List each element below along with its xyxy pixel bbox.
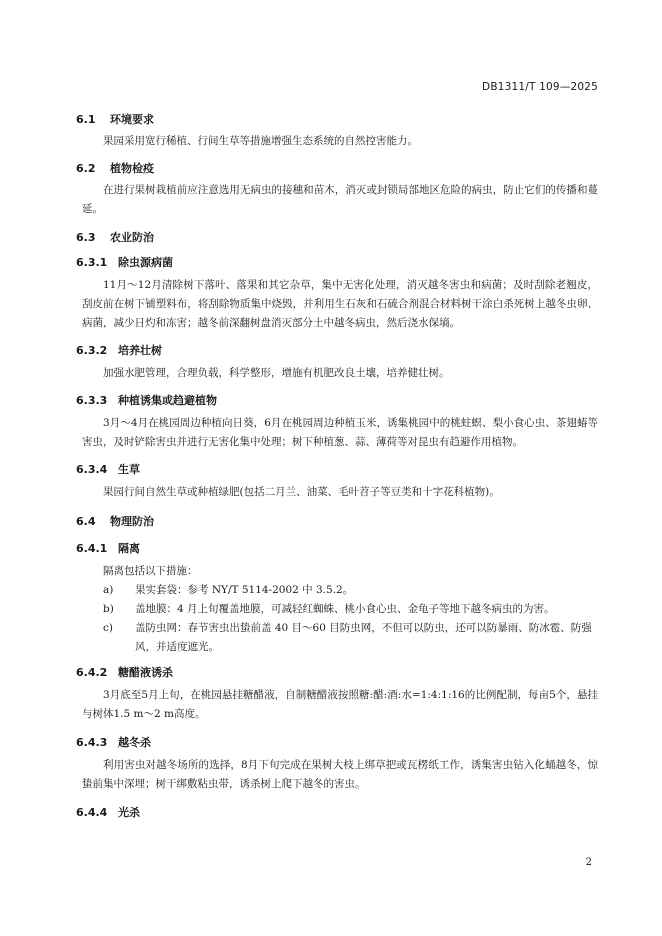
- section-title: 糖醋液诱杀: [118, 666, 173, 679]
- section-number: 6.4: [76, 515, 96, 528]
- list-item-c: [103, 619, 598, 657]
- paragraph-6-4-3: 利用害虫对越冬场所的选择，8月下旬完成在果树大枝上绑草把或瓦楞纸工作，诱集害虫钻入化蛹越冬，惊蛰前集中深埋；树干绑敷粘虫带，诱杀树上爬下越冬的害虫。: [82, 759, 598, 790]
- section-title: 培养壮树: [118, 344, 162, 357]
- section-heading-6-4-4: [76, 804, 140, 820]
- section-heading-6-3-2: [76, 342, 162, 358]
- section-number: 6.3.3: [76, 394, 108, 407]
- section-heading-6-3-1: [76, 254, 173, 270]
- paragraph-6-3-3: 3月～4月在桃园周边种植向日葵，6月在桃园周边种植玉米，诱集桃园中的桃蛀螟、梨小食心虫、茶翅蝽等害虫，及时铲除害虫并进行无害化集中处理；树下种植葱、蒜、薄荷等对昆虫有趋避作用植物。: [82, 417, 598, 448]
- list-marker: a): [103, 584, 114, 596]
- paragraph-6-3-2: 加强水肥管理，合理负载，科学整形，增施有机肥改良土壤，培养健壮树。: [103, 367, 450, 379]
- section-title: 隔离: [118, 542, 140, 555]
- paragraph-6-4-1: 隔离包括以下措施：: [103, 565, 198, 577]
- section-number: 6.3: [76, 231, 96, 244]
- section-title: 环境要求: [110, 113, 154, 126]
- section-number: 6.4.3: [76, 736, 108, 749]
- paragraph-6-4-2: 3月底至5月上旬，在桃园悬挂糖醋液，自制糖醋液按照糖:醋:酒:水=1:4:1:16的比例配制，每亩5个，悬挂与树体1.5 m～2 m高度。: [82, 689, 598, 720]
- paragraph-6-3-4: 果园行间自然生草或种植绿肥(包括二月兰、油菜、毛叶苕子等豆类和十字花科植物)。: [103, 486, 500, 498]
- paragraph-6-3-1: 11月～12月清除树下落叶、落果和其它杂草，集中无害化处理，消灭越冬害虫和病菌；及时刮除老翘皮，刮皮前在树下铺塑料布，将刮除物质集中烧毁，并利用生石灰和石硫合剂混合材料树干涂白杀死树上越冬虫卵、病菌，减少日灼和冻害；越冬前深翻树盘消灭部分土中越冬病虫，然后浇水保墒。: [82, 279, 598, 329]
- list-item-text: 盖防虫网：春节害虫出蛰前盖 40 目～60 目防虫网，不但可以防虫，还可以防暴雨、防冰雹、防强风，并适度遮光。: [135, 622, 592, 653]
- page-number: 2: [585, 857, 592, 868]
- section-title: 越冬杀: [118, 736, 151, 749]
- list-marker: c): [103, 622, 113, 634]
- section-heading-6-4-1: [76, 540, 140, 556]
- section-title: 除虫源病菌: [118, 256, 173, 269]
- section-number: 6.2: [76, 162, 96, 175]
- section-heading-6-3-3: [76, 392, 217, 408]
- section-heading-6-3: [76, 229, 154, 245]
- list-item-a: [103, 581, 598, 600]
- section-heading-6-2: [76, 160, 154, 176]
- paragraph-6-2: 在进行果树栽植前应注意选用无病虫的接穗和苗木，消灭或封锁局部地区危险的病虫，防止它们的传播和蔓延。: [82, 184, 598, 215]
- list-marker: b): [103, 603, 114, 615]
- section-number: 6.4.4: [76, 806, 108, 819]
- section-title: 植物检疫: [110, 162, 154, 175]
- list-item-text: 盖地膜：4 月上旬覆盖地膜，可减轻红蜘蛛、桃小食心虫、金龟子等地下越冬病虫的为害。: [135, 603, 555, 615]
- section-heading-6-3-4: [76, 461, 140, 477]
- section-number: 6.3.1: [76, 256, 108, 269]
- section-number: 6.4.1: [76, 542, 108, 555]
- section-number: 6.3.2: [76, 344, 108, 357]
- section-heading-6-4-2: [76, 664, 173, 680]
- section-title: 物理防治: [110, 515, 154, 528]
- section-title: 生草: [118, 463, 140, 476]
- list-item-b: [103, 600, 598, 619]
- section-title: 光杀: [118, 806, 140, 819]
- section-heading-6-4-3: [76, 734, 151, 750]
- section-heading-6-4: [76, 513, 154, 529]
- paragraph-6-1: 果园采用宽行稀植、行间生草等措施增强生态系统的自然控害能力。: [103, 135, 418, 147]
- document-code: DB1311/T 109—2025: [482, 81, 598, 93]
- section-title: 农业防治: [110, 231, 154, 244]
- list-item-text: 果实套袋：参考 NY/T 5114-2002 中 3.5.2。: [135, 584, 354, 596]
- section-number: 6.3.4: [76, 463, 108, 476]
- section-number: 6.4.2: [76, 666, 108, 679]
- section-title: 种植诱集或趋避植物: [118, 394, 217, 407]
- section-heading-6-1: [76, 111, 154, 127]
- section-number: 6.1: [76, 113, 96, 126]
